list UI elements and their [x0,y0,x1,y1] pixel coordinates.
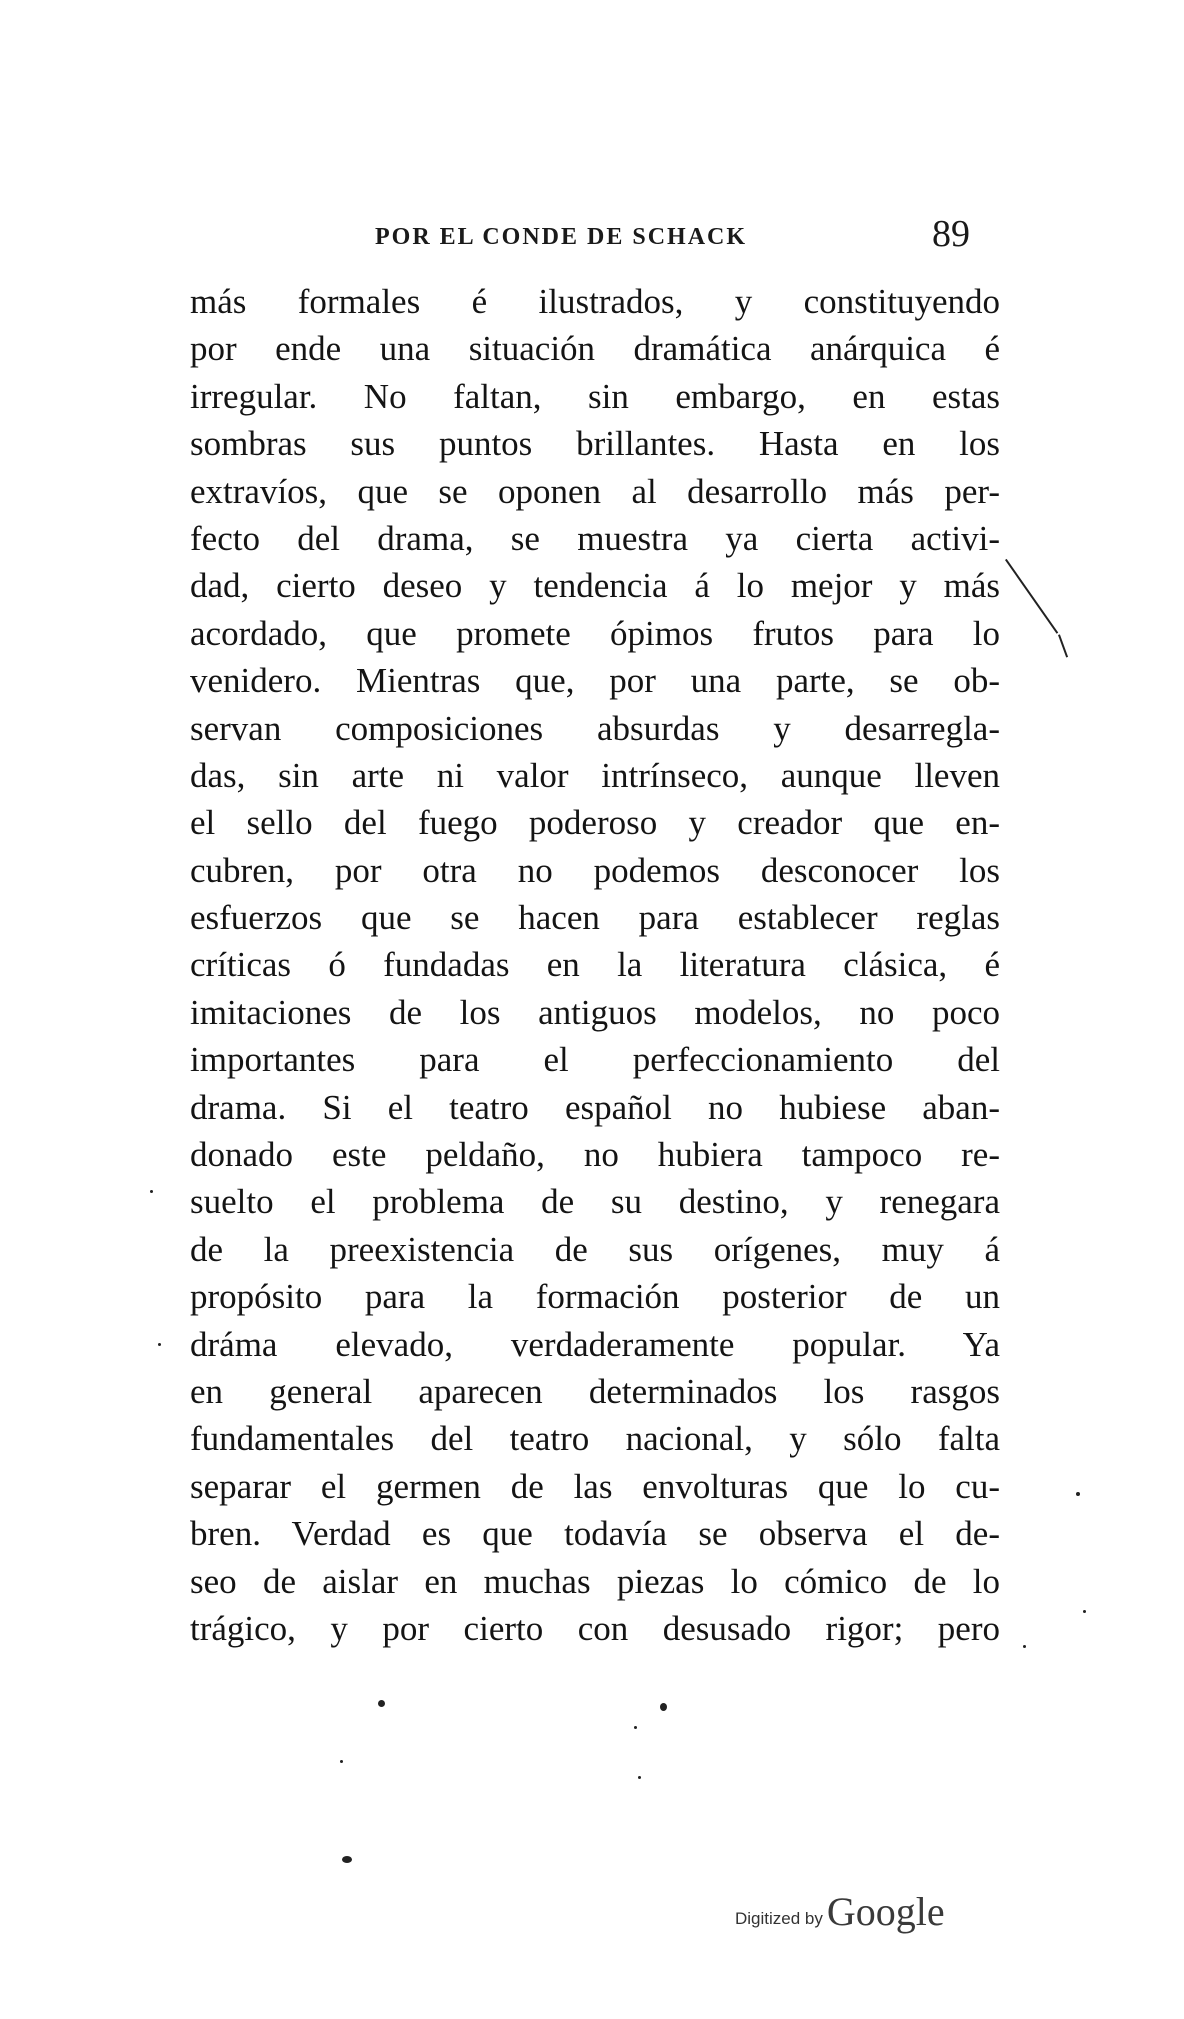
page-header [190,213,1010,258]
scan-speck [150,1190,153,1193]
margin-pencil-mark [1005,559,1058,634]
scan-speck [378,1700,385,1707]
scan-speck [638,1776,641,1779]
scan-speck [342,1856,352,1863]
page-number: 89 [932,213,970,255]
digitized-watermark [735,1885,945,1935]
text-line: donado este peldaño, no hubiera tampoco re- [190,1135,1000,1175]
text-line: imitaciones de los antiguos modelos, no poco [190,992,1000,1032]
text-line: más formales é ilustrados, y constituyendo [190,282,1000,321]
text-line: fundamentales del teatro nacional, y sólo falta [190,1419,1000,1459]
text-line: servan composiciones absurdas y desarregla- [190,708,1000,748]
text-line: das, sin arte ni valor intrínseco, aunque lleven [190,755,1000,795]
body-text [190,278,1000,1652]
text-line: suelto el problema de su destino, y renegara [190,1182,1000,1222]
text-line: irregular. No faltan, sin embargo, en estas [190,376,1000,416]
text-line: importantes para el perfeccionamiento del [190,1040,1000,1080]
text-line: separar el germen de las envolturas que lo cu- [190,1466,1000,1506]
text-line: críticas ó fundadas en la literatura clásica, é [190,945,1000,985]
text-line: drama. Si el teatro español no hubiese aban- [190,1087,1000,1127]
text-line: acordado, que promete ópimos frutos para lo [190,613,1000,653]
scan-speck [1023,1645,1026,1648]
text-line: trágico, y por cierto con desusado rigor; pero [190,1608,1000,1648]
text-line: de la preexistencia de sus orígenes, muy á [190,1229,1000,1269]
scan-speck [340,1760,343,1763]
text-line: dad, cierto deseo y tendencia á lo mejor y más [190,566,1000,606]
google-wordmark: Google [826,1889,945,1934]
text-line: extravíos, que se oponen al desarrollo más per- [190,471,1000,511]
text-line: esfuerzos que se hacen para establecer reglas [190,898,1000,938]
running-title: POR EL CONDE DE SCHACK [375,224,748,250]
text-line: venidero. Mientras que, por una parte, se ob- [190,661,1000,701]
scan-speck [1076,1492,1080,1496]
scan-speck [660,1703,667,1711]
digitized-prefix: Digitized by [735,1909,823,1928]
text-line: bren. Verdad es que todavía se observa el de- [190,1514,1000,1554]
scan-speck [158,1343,161,1346]
text-line: propósito para la formación posterior de un [190,1277,1000,1317]
text-line: el sello del fuego poderoso y creador que en- [190,803,1000,843]
margin-pencil-mark [1058,634,1068,657]
text-line: en general aparecen determinados los rasgos [190,1371,1000,1411]
scan-speck [634,1726,637,1729]
text-line: fecto del drama, se muestra ya cierta activi- [190,518,1000,558]
text-line: sombras sus puntos brillantes. Hasta en los [190,424,1000,464]
text-line: seo de aislar en muchas piezas lo cómico de lo [190,1561,1000,1601]
text-line: por ende una situación dramática anárquica é [190,329,1000,369]
scan-speck [1083,1610,1086,1613]
text-line: dráma elevado, verdaderamente popular. Ya [190,1324,1000,1364]
text-line: cubren, por otra no podemos desconocer los [190,850,1000,890]
